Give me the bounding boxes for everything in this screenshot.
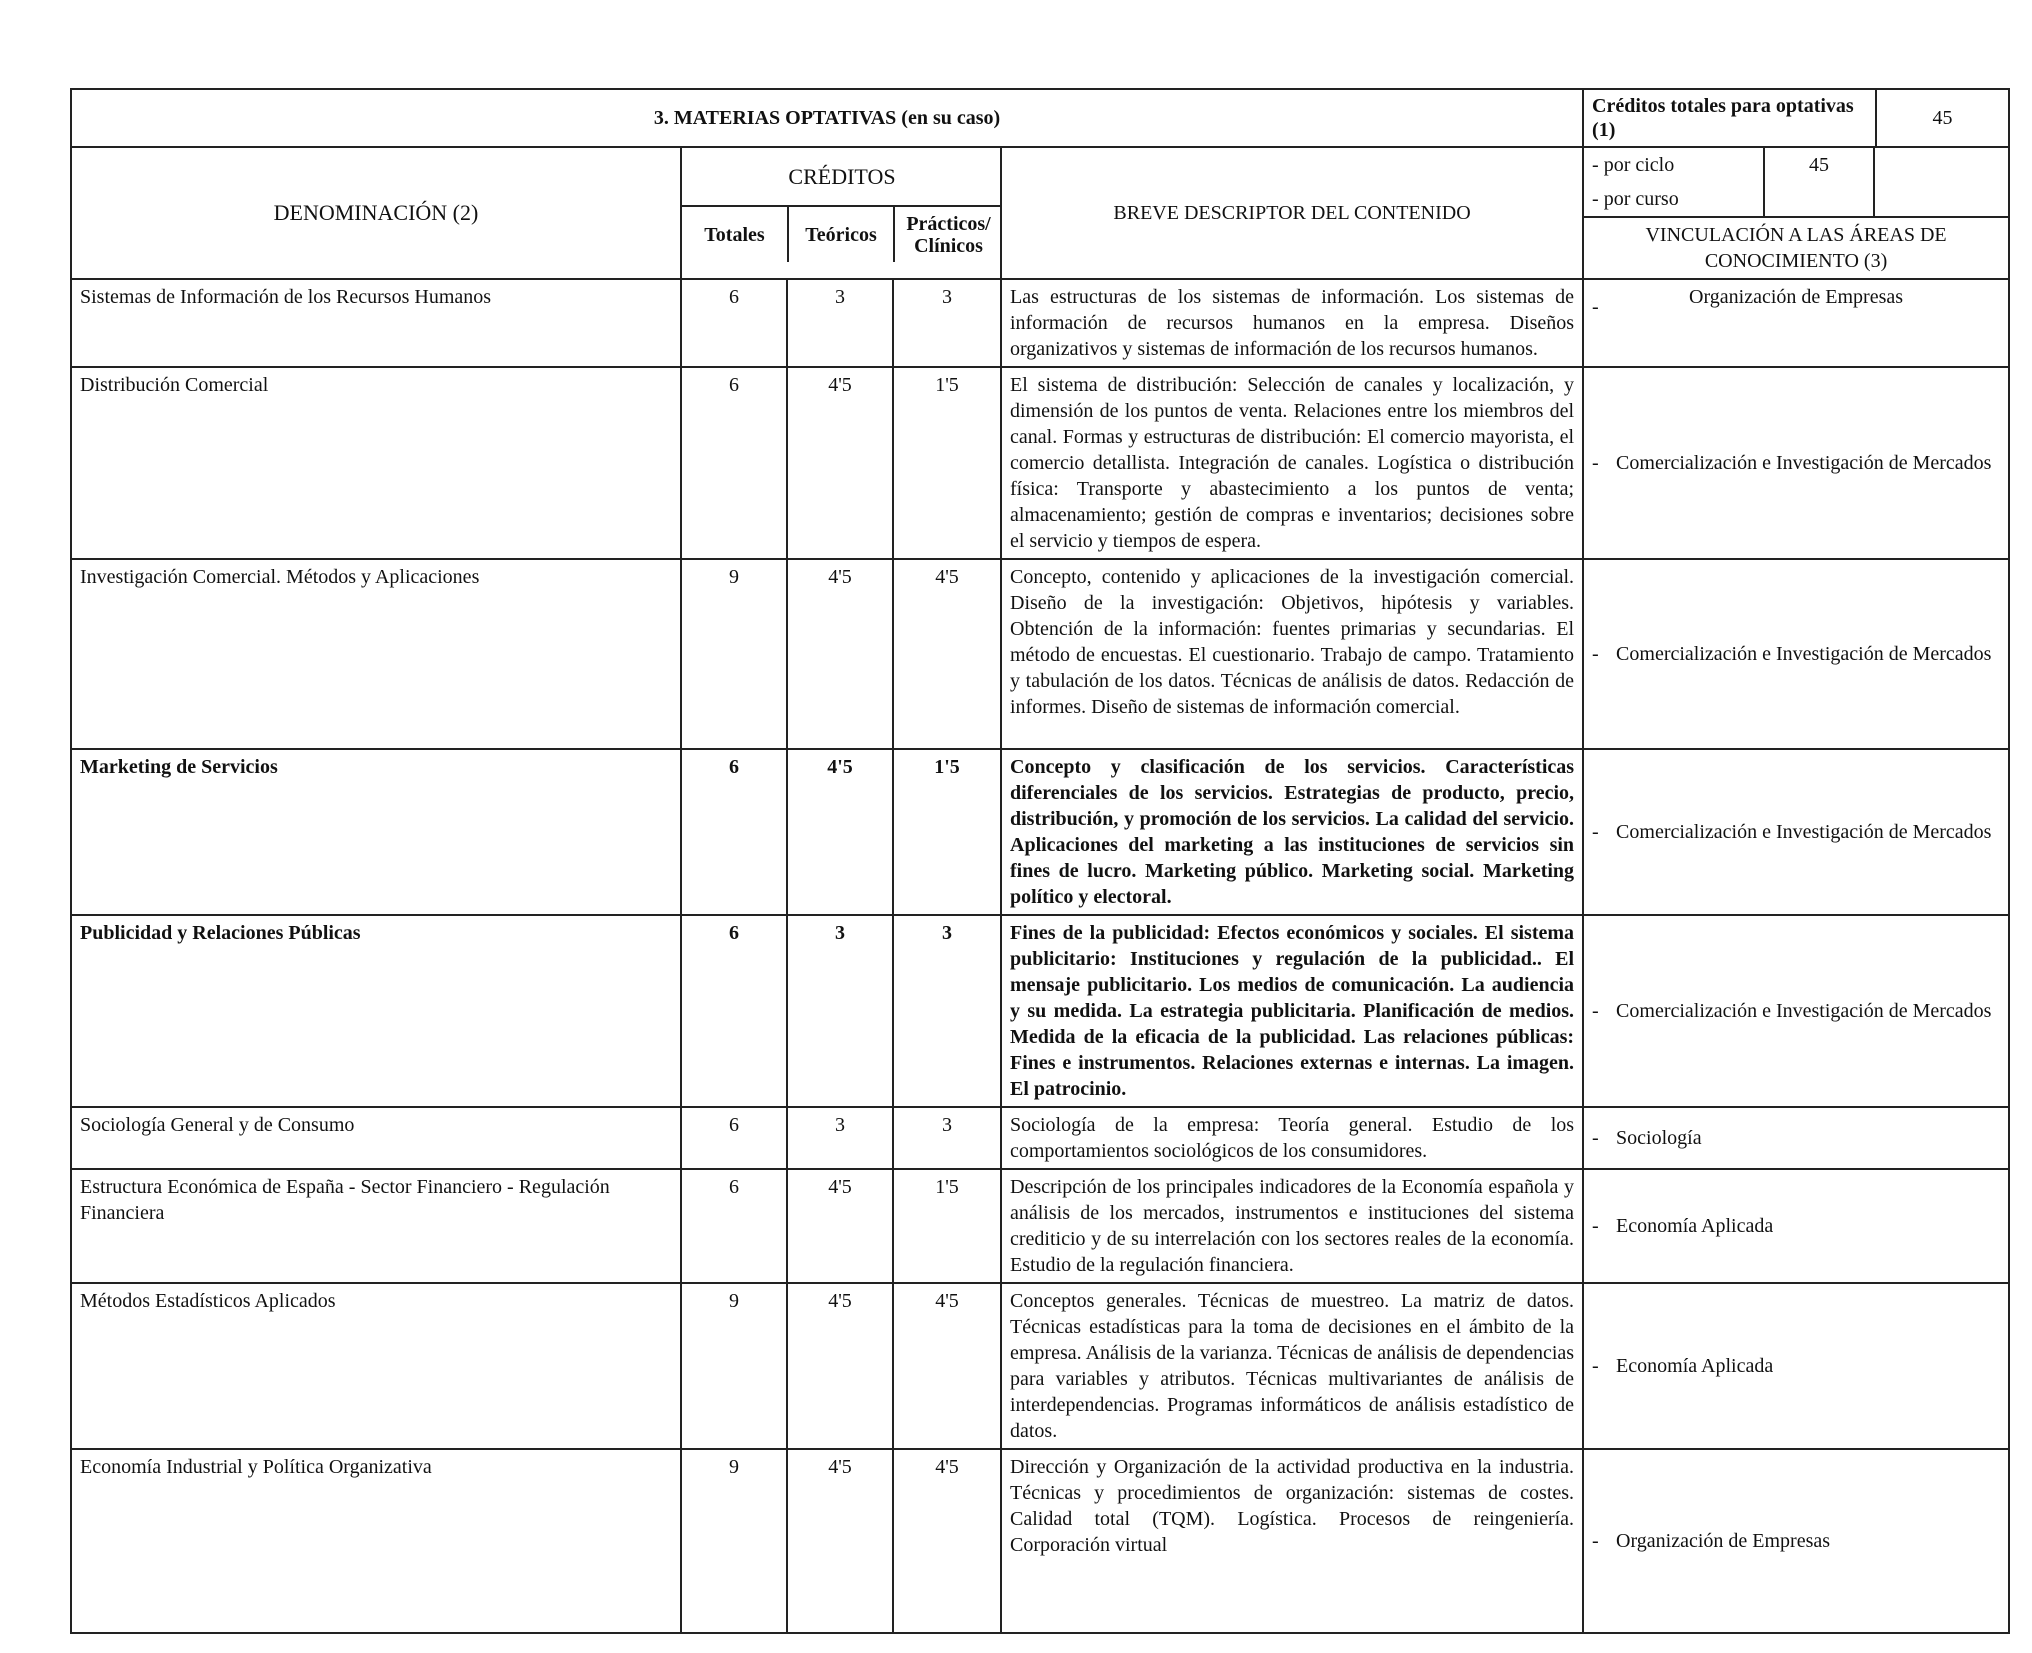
row-name: Métodos Estadísticos Aplicados: [71, 1283, 681, 1449]
header-row-columns: [71, 147, 2009, 279]
row-name: Distribución Comercial: [71, 367, 681, 559]
row-descriptor: Las estructuras de los sistemas de información. Los sistemas de información de recursos humanos en la empresa. Diseños organizativos y sistemas de información de los recursos humanos.: [1001, 279, 1583, 367]
row-area: Economía Aplicada: [1616, 1215, 1774, 1237]
table-row: [71, 749, 2009, 915]
row-descriptor: Descripción de los principales indicadores de la Economía española y análisis de los mercados, instrumentos e instituciones del sistema crediticio y de su interrelación con los sectores reales de la economía. Estudio de la regulación financiera.: [1001, 1169, 1583, 1283]
row-name: Sistemas de Información de los Recursos Humanos: [71, 279, 681, 367]
row-practicos: 4'5: [893, 1283, 1001, 1449]
row-descriptor: Dirección y Organización de la actividad productiva en la industria. Técnicas y procedimientos de organización: sistemas de costes. Calidad total (TQM). Logística. Procesos de reingeniería. Corporación virtual: [1001, 1449, 1583, 1633]
row-totales: 6: [681, 749, 787, 915]
row-area-cell: - Organización de Empresas: [1583, 279, 2009, 367]
row-descriptor: Concepto y clasificación de los servicios. Características diferenciales de los servicios. Estrategias de producto, precio, distribución, y promoción de los servicios. La calidad del servicio. Aplicaciones del marketing a las instituciones de servicios sin fines de lucro. Marketing público. Marketing social. Marketing político y electoral.: [1001, 749, 1583, 915]
row-name: Marketing de Servicios: [71, 749, 681, 915]
row-area: Comercialización e Investigación de Mercados: [1616, 452, 1992, 474]
teoricos-header: Teóricos: [788, 206, 894, 262]
row-teoricos: 4'5: [787, 749, 893, 915]
vinculacion-header-cell: [1583, 147, 2009, 279]
row-practicos: 1'5: [893, 367, 1001, 559]
por-ciclo-label: - por ciclo: [1592, 154, 1675, 176]
table-row: [71, 915, 2009, 1107]
row-descriptor: Conceptos generales. Técnicas de muestreo. La matriz de datos. Técnicas estadísticas para la toma de decisiones en el ámbito de la empresa. Análisis de la varianza. Técnicas de análisis de dependencias para variables y atributos. Técnicas multivariantes de análisis de interdependencias. Programas informáticos de análisis estadístico de datos.: [1001, 1283, 1583, 1449]
vinculacion-header: VINCULACIÓN A LAS ÁREAS DE CONOCIMIENTO (3): [1584, 217, 2008, 278]
row-area: Economía Aplicada: [1616, 1355, 1774, 1377]
practicos-header: Prácticos/ Clínicos: [894, 206, 1001, 262]
row-descriptor: El sistema de distribución: Selección de canales y localización, y dimensión de los puntos de venta. Relaciones entre los miembros del canal. Formas y estructuras de distribución: El comercio mayorista, el comercio detallista. Integración de canales. Logística o distribución física: Transporte y abastecimiento a los puntos de venta; almacenamiento; gestión de compras e inventarios; decisiones sobre el servicio y tiempos de espera.: [1001, 367, 1583, 559]
row-area-cell: - Sociología: [1583, 1107, 2009, 1169]
row-totales: 6: [681, 915, 787, 1107]
por-curso-label: - por curso: [1592, 188, 1679, 210]
row-totales: 9: [681, 559, 787, 749]
row-teoricos: 3: [787, 279, 893, 367]
table-row: [71, 1169, 2009, 1283]
row-name: Economía Industrial y Política Organizativa: [71, 1449, 681, 1633]
table-row: [71, 1107, 2009, 1169]
row-practicos: 1'5: [893, 1169, 1001, 1283]
row-area: Comercialización e Investigación de Mercados: [1616, 821, 1992, 843]
row-teoricos: 3: [787, 915, 893, 1107]
creditos-totales-label: Créditos totales para optativas (1): [1592, 95, 1854, 141]
row-teoricos: 3: [787, 1107, 893, 1169]
descriptor-header: BREVE DESCRIPTOR DEL CONTENIDO: [1001, 147, 1583, 279]
table-row: [71, 279, 2009, 367]
table-row: [71, 367, 2009, 559]
row-area: Sociología: [1616, 1127, 1702, 1149]
denominacion-header: DENOMINACIÓN (2): [71, 147, 681, 279]
row-practicos: 4'5: [893, 1449, 1001, 1633]
row-totales: 6: [681, 1107, 787, 1169]
row-totales: 6: [681, 367, 787, 559]
row-name: Sociología General y de Consumo: [71, 1107, 681, 1169]
row-descriptor: Concepto, contenido y aplicaciones de la investigación comercial. Diseño de la investigación: Objetivos, hipótesis y variables. Obtención de la información: fuentes primarias y secundarias. El método de encuestas. El cuestionario. Trabajo de campo. Tratamiento y tabulación de los datos. Técnicas de análisis de datos. Redacción de informes. Diseño de sistemas de información comercial.: [1001, 559, 1583, 749]
table-row: [71, 1449, 2009, 1633]
row-area-cell: - Comercialización e Investigación de Mercados: [1583, 367, 2009, 559]
row-descriptor: Fines de la publicidad: Efectos económicos y sociales. El sistema publicitario: Instituciones y regulación de la publicidad.. El mensaje publicitario. Los medios de comunicación. La audiencia y su medida. La estrategia publicitaria. Planificación de medios. Medida de la eficacia de la publicidad. Las relaciones públicas: Fines e instrumentos. Relaciones externas e internas. La imagen. El patrocinio.: [1001, 915, 1583, 1107]
row-name: Publicidad y Relaciones Públicas: [71, 915, 681, 1107]
row-practicos: 1'5: [893, 749, 1001, 915]
section-title-cell: [71, 89, 1583, 147]
row-descriptor: Sociología de la empresa: Teoría general. Estudio de los comportamientos sociológicos de los consumidores.: [1001, 1107, 1583, 1169]
row-totales: 9: [681, 1449, 787, 1633]
creditos-totales-value: 45: [1876, 90, 2008, 146]
row-area-cell: - Economía Aplicada: [1583, 1283, 2009, 1449]
row-area: Organización de Empresas: [1616, 1530, 1831, 1552]
row-totales: 9: [681, 1283, 787, 1449]
row-area-cell: - Organización de Empresas: [1583, 1449, 2009, 1633]
row-totales: 6: [681, 279, 787, 367]
section-note: (en su caso): [901, 107, 1001, 129]
row-area: Organización de Empresas: [1689, 286, 1904, 308]
row-area-cell: - Economía Aplicada: [1583, 1169, 2009, 1283]
table-row: [71, 1283, 2009, 1449]
row-teoricos: 4'5: [787, 1449, 893, 1633]
row-teoricos: 4'5: [787, 367, 893, 559]
row-name: Investigación Comercial. Métodos y Aplicaciones: [71, 559, 681, 749]
row-teoricos: 4'5: [787, 559, 893, 749]
row-practicos: 4'5: [893, 559, 1001, 749]
row-totales: 6: [681, 1169, 787, 1283]
creditos-header: CRÉDITOS: [788, 163, 896, 189]
row-area-cell: - Comercialización e Investigación de Mercados: [1583, 559, 2009, 749]
section-title: 3. MATERIAS OPTATIVAS: [653, 107, 897, 129]
row-teoricos: 4'5: [787, 1283, 893, 1449]
por-ciclo-value: 45: [1764, 148, 1874, 182]
row-area: Comercialización e Investigación de Mercados: [1616, 643, 1992, 665]
creditos-totales-cell: [1583, 89, 2009, 147]
row-area: Comercialización e Investigación de Mercados: [1616, 1000, 1992, 1022]
creditos-header-cell: [681, 147, 1001, 279]
row-practicos: 3: [893, 1107, 1001, 1169]
row-practicos: 3: [893, 915, 1001, 1107]
row-teoricos: 4'5: [787, 1169, 893, 1283]
optativas-table: [70, 88, 2010, 1634]
table-row: [71, 559, 2009, 749]
header-row-title: [71, 89, 2009, 147]
totales-header: Totales: [682, 206, 788, 262]
row-name: Estructura Económica de España - Sector Financiero - Regulación Financiera: [71, 1169, 681, 1283]
row-area-cell: - Comercialización e Investigación de Mercados: [1583, 915, 2009, 1107]
row-area-cell: - Comercialización e Investigación de Mercados: [1583, 749, 2009, 915]
row-practicos: 3: [893, 279, 1001, 367]
